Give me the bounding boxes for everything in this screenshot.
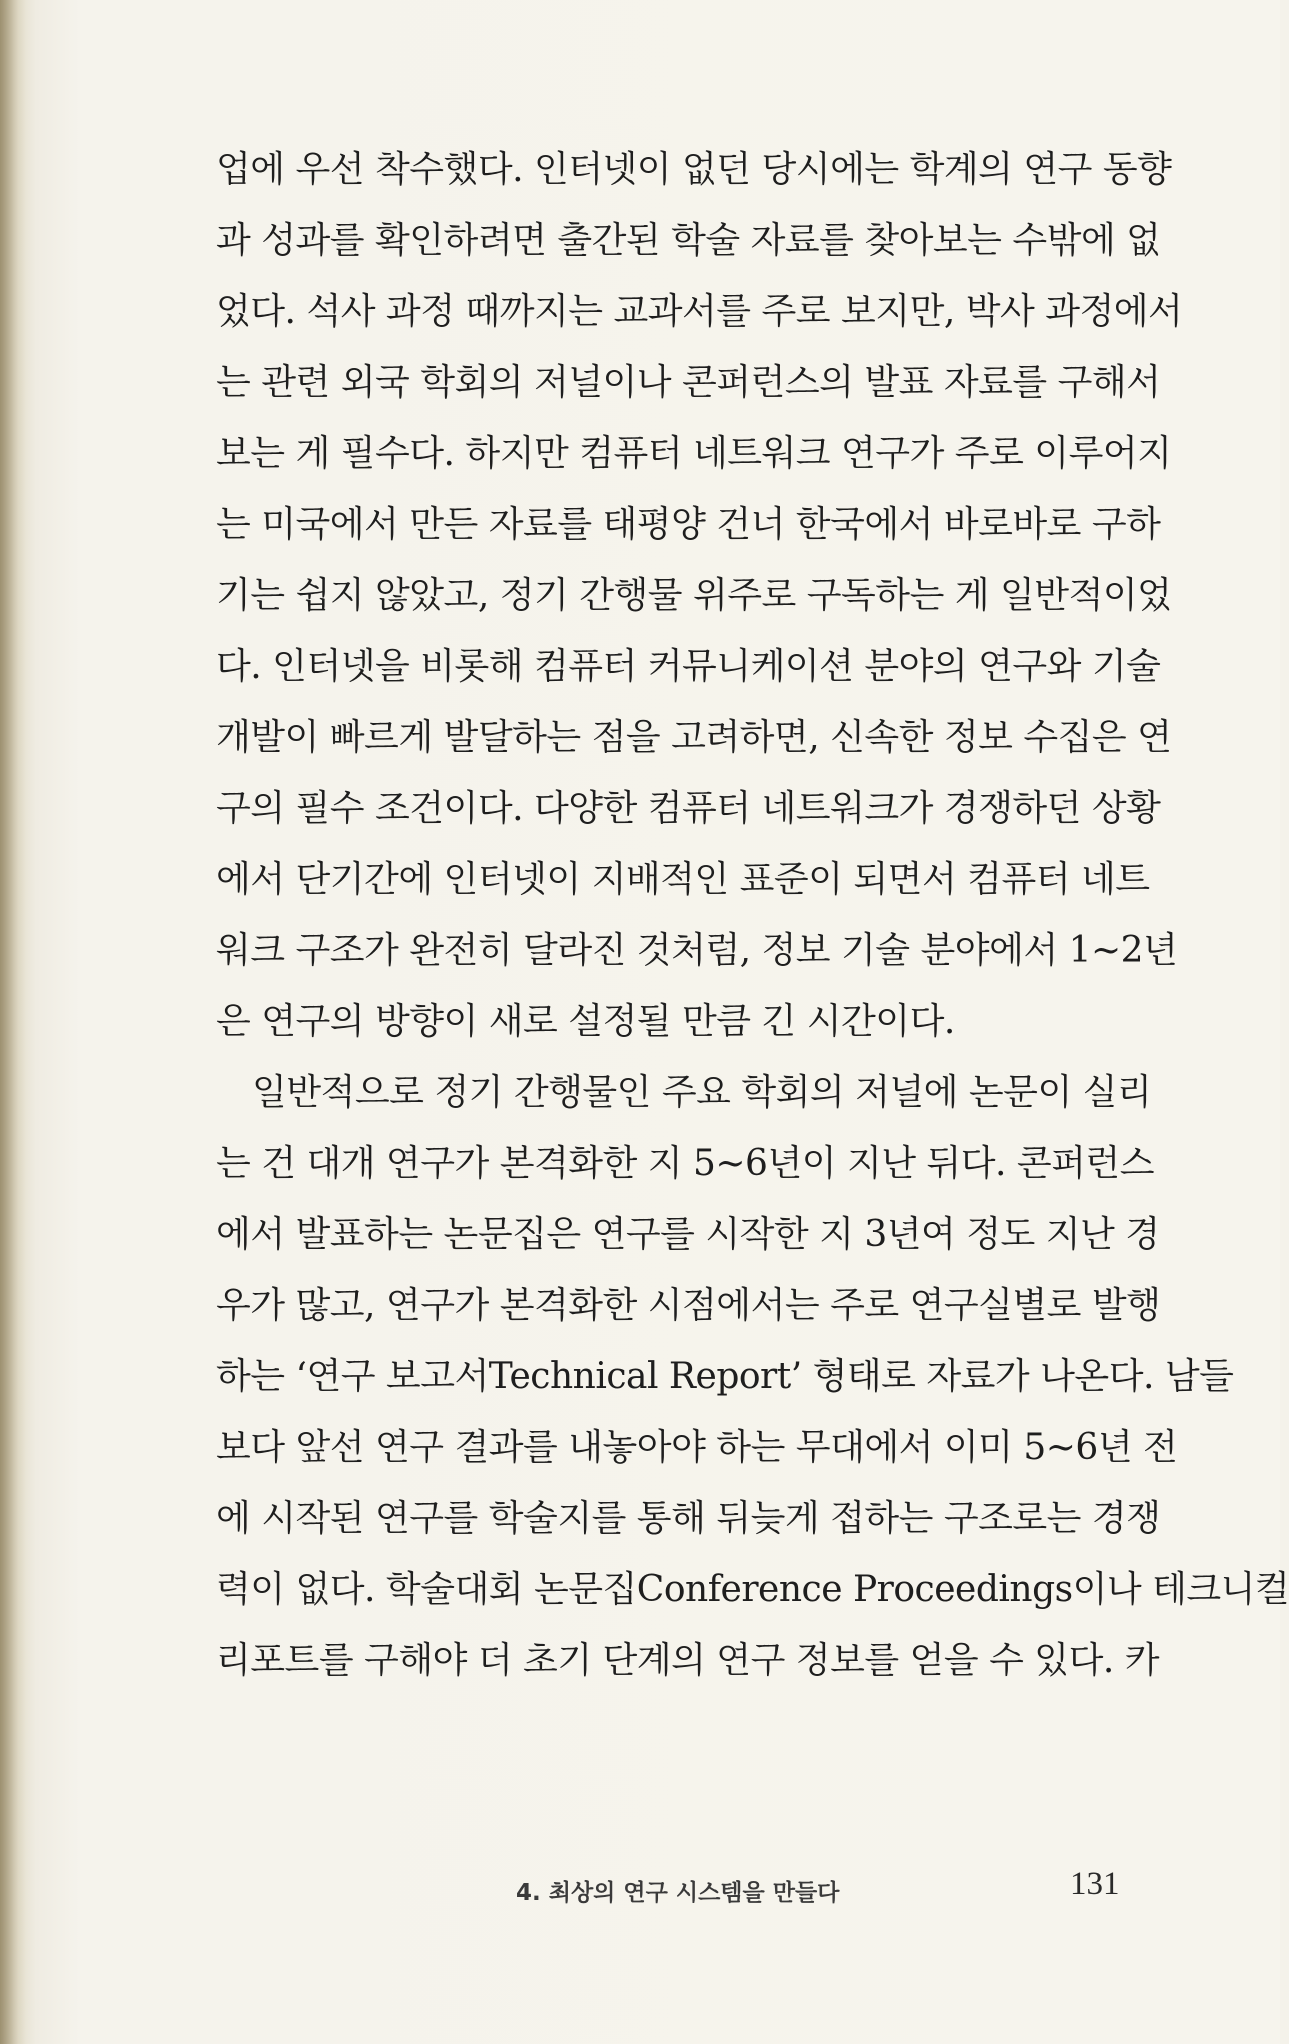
body-text xyxy=(216,134,1289,1696)
text-line: 하는 ‘연구 보고서Technical Report’ 형태로 자료가 나온다. 남들 xyxy=(216,1356,1234,1397)
text-line: 구의 필수 조건이다. 다양한 컴퓨터 네트워크가 경쟁하던 상황 xyxy=(216,788,1161,829)
text-line: 에 시작된 연구를 학술지를 통해 뒤늦게 접하는 구조로는 경쟁 xyxy=(216,1498,1161,1539)
text-line: 리포트를 구해야 더 초기 단계의 연구 정보를 얻을 수 있다. 카 xyxy=(216,1640,1160,1681)
text-line: 과 성과를 확인하려면 출간된 학술 자료를 찾아보는 수밖에 없 xyxy=(216,220,1161,261)
text-line: 우가 많고, 연구가 본격화한 시점에서는 주로 연구실별로 발행 xyxy=(216,1285,1161,1326)
page-number: 131 xyxy=(1070,1866,1120,1902)
text-line: 는 관련 외국 학회의 저널이나 콘퍼런스의 발표 자료를 구해서 xyxy=(216,362,1161,403)
text-line: 은 연구의 방향이 새로 설정될 만큼 긴 시간이다. xyxy=(216,1001,955,1042)
running-footer-chapter-title: 4. 최상의 연구 시스템을 만들다 xyxy=(516,1880,840,1906)
text-line: 워크 구조가 완전히 달라진 것처럼, 정보 기술 분야에서 1~2년 xyxy=(216,930,1178,971)
text-line: 보는 게 필수다. 하지만 컴퓨터 네트워크 연구가 주로 이루어지 xyxy=(216,433,1172,474)
text-line: 에서 발표하는 논문집은 연구를 시작한 지 3년여 정도 지난 경 xyxy=(216,1214,1160,1255)
page-spine-shadow xyxy=(0,0,26,2044)
text-line: 보다 앞선 연구 결과를 내놓아야 하는 무대에서 이미 5~6년 전 xyxy=(216,1427,1178,1468)
text-line: 는 건 대개 연구가 본격화한 지 5~6년이 지난 뒤다. 콘퍼런스 xyxy=(216,1143,1154,1184)
text-line: 업에 우선 착수했다. 인터넷이 없던 당시에는 학계의 연구 동향 xyxy=(216,149,1172,190)
text-line: 에서 단기간에 인터넷이 지배적인 표준이 되면서 컴퓨터 네트 xyxy=(216,859,1150,900)
text-line: 개발이 빠르게 발달하는 점을 고려하면, 신속한 정보 수집은 연 xyxy=(216,717,1172,758)
text-line: 었다. 석사 과정 때까지는 교과서를 주로 보지만, 박사 과정에서 xyxy=(216,291,1183,332)
text-line: 력이 없다. 학술대회 논문집Conference Proceedings이나 테크니컬 xyxy=(216,1569,1289,1610)
text-line: 다. 인터넷을 비롯해 컴퓨터 커뮤니케이션 분야의 연구와 기술 xyxy=(216,646,1161,687)
text-line: 기는 쉽지 않았고, 정기 간행물 위주로 구독하는 게 일반적이었 xyxy=(216,575,1172,616)
text-line: 일반적으로 정기 간행물인 주요 학회의 저널에 논문이 실리 xyxy=(252,1072,1152,1113)
text-line: 는 미국에서 만든 자료를 태평양 건너 한국에서 바로바로 구하 xyxy=(216,504,1161,545)
